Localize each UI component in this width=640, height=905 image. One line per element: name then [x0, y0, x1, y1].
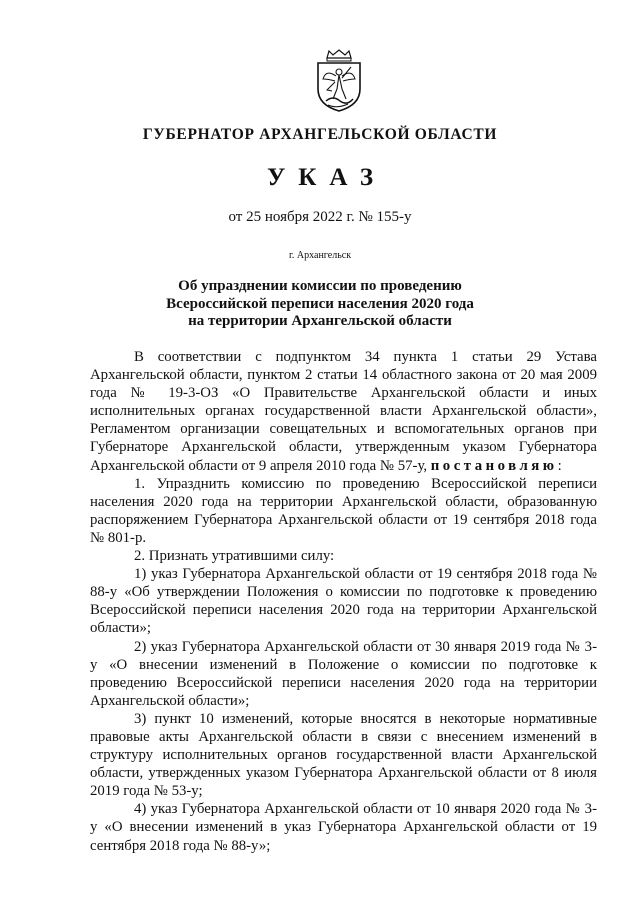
- title-line: на территории Архангельской области: [188, 313, 452, 329]
- title-line: Об упразднении комиссии по проведению: [178, 278, 462, 294]
- title-line: Всероссийской переписи населения 2020 года: [166, 295, 474, 312]
- preamble-text: В соответствии с подпунктом 34 пункта 1 статьи 29 Устава Архангельской области, пунктом 2 статьи 14 областного закона от 20 мая 2009 года № 19-3-ОЗ «О Правительстве Архангельской области и иных исполнительных органах государственной власти Архангельской области», Регламентом организации совещательных и вспомогательных органов при Губернаторе Архангельской области, утвержденным указом Губернатора Архангельской области от 9 апреля 2010 года № 57-у,: [90, 349, 597, 474]
- sub-item-2: 2) указ Губернатора Архангельской области от 30 января 2019 года № 3-у «О внесении изменений в Положение о комиссии по подготовке к проведению Всероссийской переписи населения 2020 года на территории Архангельской области»;: [90, 638, 597, 709]
- arkhangelsk-coat-of-arms-icon: [313, 49, 365, 113]
- document-date-number: от 25 ноября 2022 г. № 155-у: [228, 209, 412, 225]
- sub-item-4: 4) указ Губернатора Архангельской области от 10 января 2020 года № 3-у «О внесении изменений в указ Губернатора Архангельской области от 19 сентября 2018 года № 88-у»;: [90, 801, 597, 854]
- preamble-paragraph: [90, 348, 597, 475]
- document-body: [90, 348, 597, 855]
- item-2: 2. Признать утратившими силу:: [134, 548, 335, 565]
- sub-item-3: 3) пункт 10 изменений, которые вносятся в некоторые нормативные правовые акты Архангельской области в связи с внесением изменений в структуру исполнительных органов государственной власти Архангельской области, утвержденных указом Губернатора Архангельской области от 8 июля 2019 года № 53-у;: [90, 710, 597, 800]
- item-1: 1. Упразднить комиссию по проведению Всероссийской переписи населения 2020 года на территории Архангельской области, образованную распоряжением Губернатора Архангельской области от 19 сентября 2018 года № 801-р.: [90, 475, 597, 546]
- document-title: [0, 278, 640, 331]
- organization-name: ГУБЕРНАТОР АРХАНГЕЛЬСКОЙ ОБЛАСТИ: [142, 126, 498, 143]
- decree-word: постановляю: [430, 457, 558, 474]
- document-type: УКАЗ: [266, 164, 387, 191]
- sub-item-1: 1) указ Губернатора Архангельской области от 19 сентября 2018 года № 88-у «Об утверждении Положения о комиссии по подготовке к проведению Всероссийской переписи населения 2020 года на территории Архангельской области»;: [90, 566, 597, 637]
- decree-colon: :: [557, 457, 562, 474]
- document-city: г. Архангельск: [288, 250, 352, 261]
